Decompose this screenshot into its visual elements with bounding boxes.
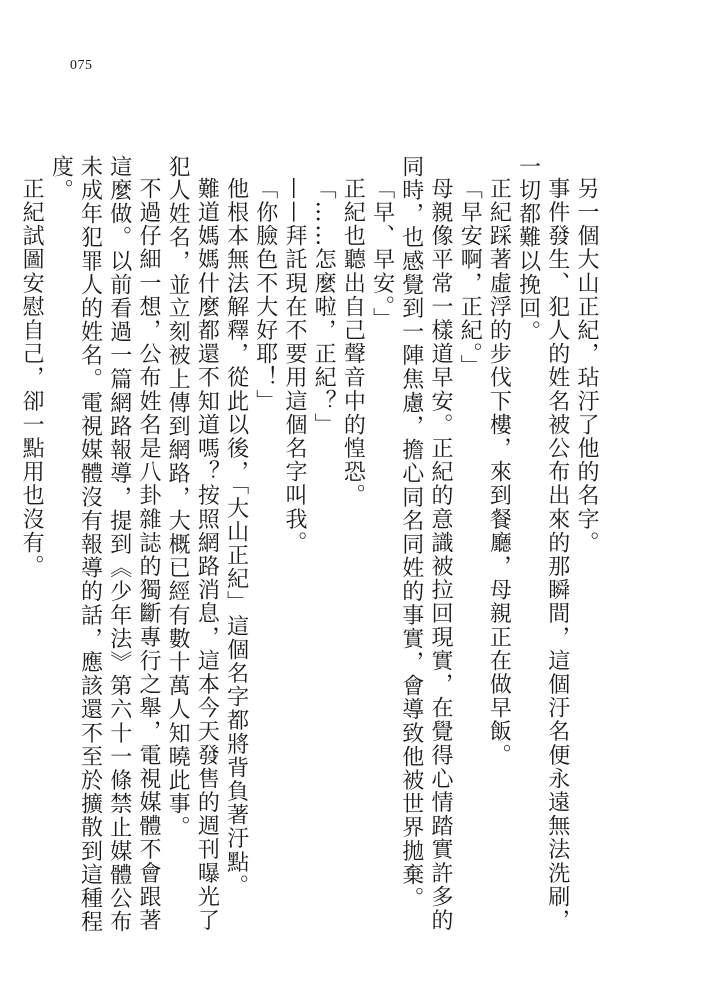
page-number: 075 [70, 58, 93, 73]
paragraph: 正紀踩著虛浮的步伐下樓，來到餐廳，母親正在做早飯。 [486, 177, 512, 767]
paragraph: 正紀也聽出自己聲音中的惶恐。 [340, 177, 366, 508]
paragraph: 不過仔細一想，公布姓名是八卦雜誌的獨斷專行之舉，電視媒體不會跟著這麼做。以前看過一篇網路報導，提到《少年法》第六十一條禁止媒體公布未成年犯罪人的姓名。電視媒體沒有報導的話，應該還不至於擴散到這種程度。 [48, 155, 161, 934]
paragraph: 母親像平常一樣道早安。正紀的意識被拉回現實，在覺得心情踏實許多的同時，也感覺到一陣焦慮，擔心同名同姓的事實，會導致他被世界拋棄。 [398, 155, 453, 933]
paragraph: 「你臉色不大好耶！」 [252, 177, 278, 413]
paragraph: 正紀試圖安慰自己，卻一點用也沒有。 [19, 177, 45, 579]
paragraph: ——拜託現在不要用這個名字叫我。 [281, 177, 307, 555]
paragraph: 事件發生、犯人的姓名被公布出來的那瞬間，這個汙名便永遠無法洗刷，一切都難以挽回。 [515, 155, 570, 933]
paragraph: 「早安啊，正紀。」 [457, 177, 483, 379]
paragraph: 他根本無法解釋，從此以後，「大山正紀」這個名字都將背負著汙點。 [223, 177, 249, 898]
paragraph: 另一個大山正紀，玷汙了他的名字。 [574, 177, 599, 555]
paragraph: 「……怎麼啦，正紀？」 [311, 177, 337, 437]
body-text [17, 155, 601, 955]
paragraph: 難道媽媽什麼都還不知道嗎？按照網路消息，這本今天發售的週刊曝光了犯人姓名，並立刻被上傳到網路，大概已經有數十萬人知曉此事。 [165, 155, 220, 933]
paragraph: 「早、早安。」 [369, 177, 395, 332]
